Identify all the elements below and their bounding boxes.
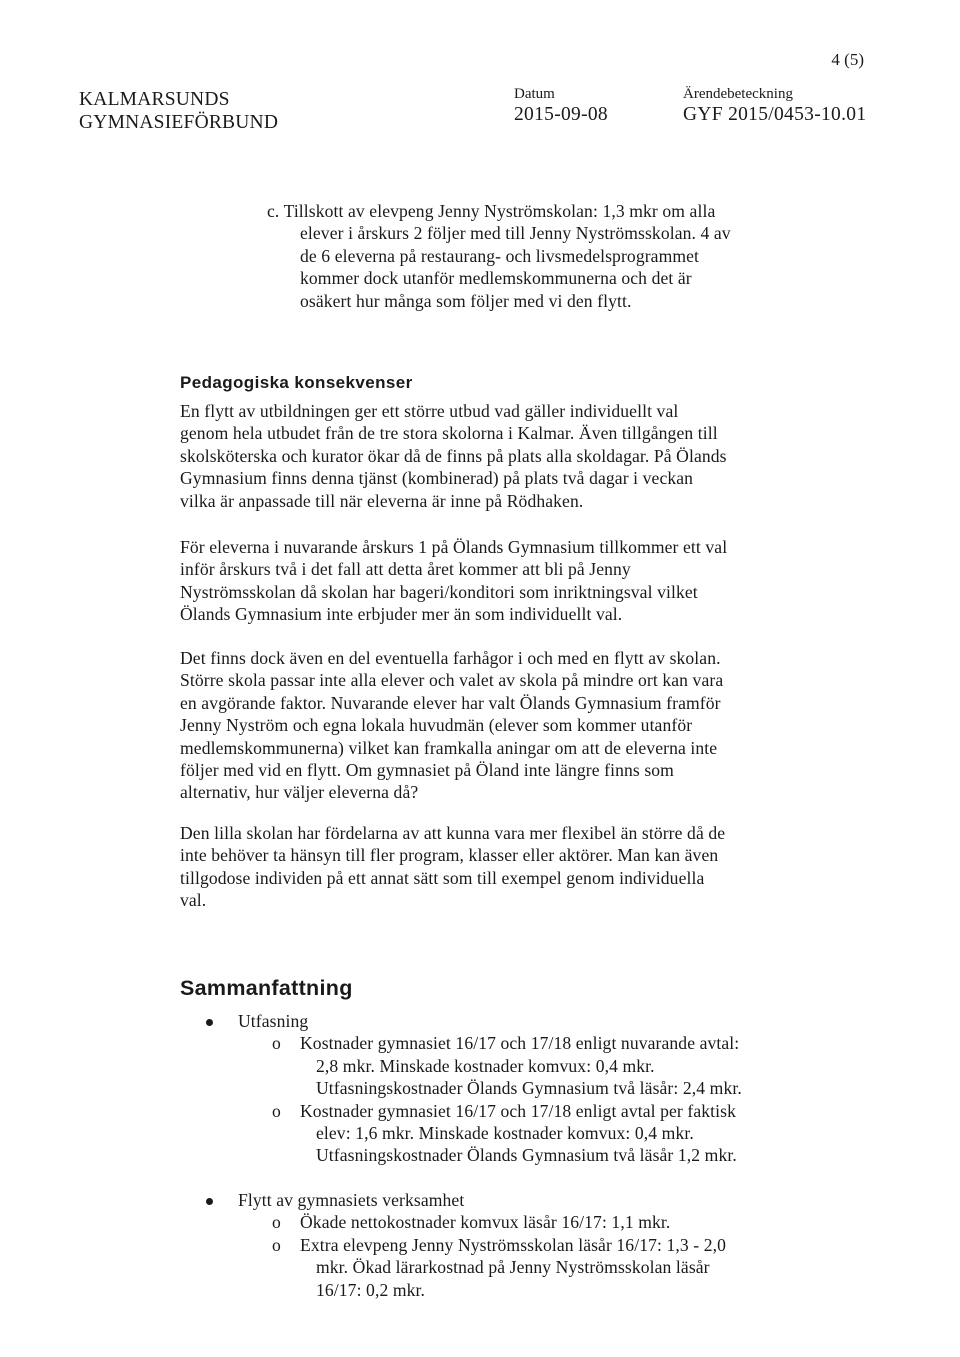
paragraph-3 xyxy=(180,647,780,804)
page-number: 4 (5) xyxy=(831,50,864,69)
subitem-line: elev: 1,6 mkr. Minskade kostnader komvux: 0,4 mkr. xyxy=(316,1123,694,1144)
subitem-line: mkr. Ökad lärarkostnad på Jenny Nyströmsskolan läsår xyxy=(316,1257,710,1278)
paragraph-line: en avgörande faktor. Nuvarande elever har valt Ölands Gymnasium framför xyxy=(180,692,721,713)
paragraph-line: val. xyxy=(180,890,207,911)
section-heading-pedagogiska: Pedagogiska konsekvenser xyxy=(180,373,413,392)
date-value: 2015-09-08 xyxy=(514,104,608,125)
paragraph-line: Den lilla skolan har fördelarna av att kunna vara mer flexibel än större då de xyxy=(180,823,726,843)
subitem-line: 2,8 mkr. Minskade kostnader komvux: 0,4 mkr. xyxy=(316,1055,655,1076)
paragraph-line: vilka är anpassade till när eleverna är inne på Rödhaken. xyxy=(180,490,584,511)
paragraph-line: genom hela utbudet från de tre stora skolorna i Kalmar. Även tillgången till xyxy=(180,423,718,444)
item-c-line: elever i årskurs 2 följer med till Jenny Nyströmsskolan. 4 av xyxy=(300,223,731,244)
summary-bullet-label: Flytt av gymnasiets verksamhet xyxy=(238,1190,465,1210)
paragraph-1 xyxy=(180,400,780,512)
summary-subitem xyxy=(180,1100,780,1167)
summary-list-2 xyxy=(180,1189,780,1301)
circle-bullet-icon: o xyxy=(272,1212,281,1233)
subitem-line: Kostnader gymnasiet 16/17 och 17/18 enligt avtal per faktisk xyxy=(300,1100,736,1121)
paragraph-line: För eleverna i nuvarande årskurs 1 på Ölands Gymnasium tillkommer ett val xyxy=(180,537,728,557)
paragraph-line: följer med vid en flytt. Om gymnasiet på Öland inte längre finns som xyxy=(180,760,674,781)
subitem-line: Extra elevpeng Jenny Nyströmsskolan läsår 16/17: 1,3 - 2,0 xyxy=(300,1234,727,1255)
subitem-line: Utfasningskostnader Ölands Gymnasium två läsår: 2,4 mkr. xyxy=(316,1078,742,1099)
paragraph-line: Större skola passar inte alla elever och valet av skola på mindre ort kan vara xyxy=(180,670,724,691)
summary-bullet-label: Utfasning xyxy=(238,1011,309,1031)
paragraph-line: alternativ, hur väljer eleverna då? xyxy=(180,782,419,803)
reference-value: GYF 2015/0453-10.01 xyxy=(683,104,867,125)
paragraph-line: skolsköterska och kurator ökar då de finns på plats alla skoldagar. På Ölands xyxy=(180,445,727,466)
bullet-icon xyxy=(206,1019,213,1026)
paragraph-line: En flytt av utbildningen ger ett större utbud vad gäller individuellt val xyxy=(180,401,679,421)
date-label: Datum xyxy=(514,86,555,102)
paragraph-line: medlemskommunerna) vilket kan framkalla aningar om att de eleverna inte xyxy=(180,737,718,758)
org-line-1: KALMARSUNDS xyxy=(79,89,230,110)
summary-list xyxy=(180,1010,780,1167)
bullet-icon xyxy=(206,1198,213,1205)
subitem-line: 16/17: 0,2 mkr. xyxy=(316,1279,426,1300)
summary-subitem xyxy=(180,1032,780,1099)
organization-name xyxy=(79,88,278,134)
item-c-line: kommer dock utanför medlemskommunerna och det är xyxy=(300,268,692,289)
subitem-line: Utfasningskostnader Ölands Gymnasium två läsår 1,2 mkr. xyxy=(316,1145,737,1166)
paragraph-line: Gymnasium finns denna tjänst (kombinerad) på plats två dagar i veckan xyxy=(180,468,694,489)
reference-label: Ärendebeteckning xyxy=(683,86,793,102)
paragraph-2 xyxy=(180,536,780,626)
circle-bullet-icon: o xyxy=(272,1234,281,1255)
summary-bullet xyxy=(180,1189,780,1211)
summary-subitem xyxy=(180,1211,780,1233)
circle-bullet-icon: o xyxy=(272,1100,281,1121)
subitem-line: Kostnader gymnasiet 16/17 och 17/18 enligt nuvarande avtal: xyxy=(300,1033,740,1054)
paragraph-4 xyxy=(180,822,780,912)
summary-bullet xyxy=(180,1010,780,1032)
paragraph-line: tillgodose individen på ett annat sätt som till exempel genom individuella xyxy=(180,867,705,888)
paragraph-line: Jenny Nyström och egna lokala huvudmän (elever som kommer utanför xyxy=(180,715,693,736)
paragraph-line: inte behöver ta hänsyn till fler program, klasser eller aktörer. Man kan även xyxy=(180,845,719,866)
item-c-line: c. Tillskott av elevpeng Jenny Nyströmskolan: 1,3 mkr om alla xyxy=(267,201,716,221)
paragraph-line: inför årskurs två i det fall att detta året kommer att bli på Jenny xyxy=(180,559,631,580)
section-heading-sammanfattning: Sammanfattning xyxy=(180,976,353,1000)
item-c-line: osäkert hur många som följer med vi den flytt. xyxy=(300,290,632,311)
item-c xyxy=(267,200,787,312)
paragraph-line: Nyströmsskolan då skolan har bageri/konditori som inriktningsval vilket xyxy=(180,581,698,602)
item-c-line: de 6 eleverna på restaurang- och livsmedelsprogrammet xyxy=(300,245,700,266)
summary-subitem xyxy=(180,1234,780,1301)
subitem-line: Ökade nettokostnader komvux läsår 16/17: 1,1 mkr. xyxy=(300,1212,671,1233)
circle-bullet-icon: o xyxy=(272,1033,281,1054)
date-block xyxy=(514,85,608,126)
org-line-2: GYMNASIEFÖRBUND xyxy=(79,112,279,133)
paragraph-line: Ölands Gymnasium inte erbjuder mer än som individuellt val. xyxy=(180,604,623,625)
reference-block xyxy=(683,85,866,126)
paragraph-line: Det finns dock även en del eventuella farhågor i och med en flytt av skolan. xyxy=(180,648,721,668)
